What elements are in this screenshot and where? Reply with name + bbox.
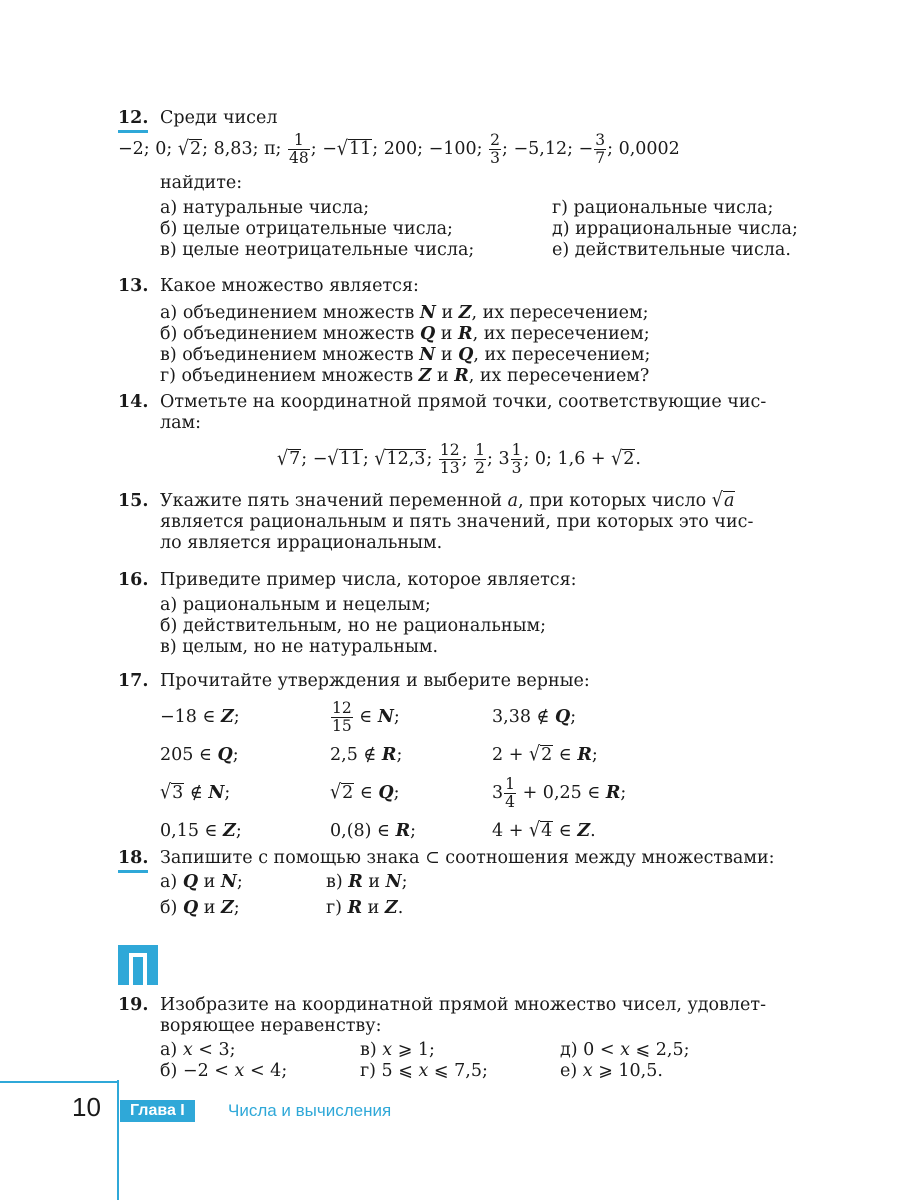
fraction: $\frac{12}{15}$ bbox=[332, 698, 352, 735]
fraction: $\frac{3}{7}$ bbox=[595, 131, 606, 167]
sqrt-expression: √a bbox=[711, 489, 735, 513]
answer-options bbox=[160, 198, 818, 261]
option-item: б) Q и Z; bbox=[160, 898, 240, 918]
fraction: $\frac{12}{13}$ bbox=[439, 441, 460, 477]
option-item: в) целым, но не натуральным. bbox=[160, 637, 439, 657]
problem-text: Укажите пять значений переменной a, при которых число √a bbox=[160, 489, 735, 513]
option-item: г) 5 ⩽ x ⩽ 7,5; bbox=[360, 1061, 488, 1081]
problem-text: воряющее неравенству: bbox=[160, 1016, 382, 1036]
problem-text: Отметьте на координатной прямой точки, соответствующие чис- bbox=[160, 392, 767, 412]
option-item: а) Q и N; bbox=[160, 872, 243, 892]
statement-row: −18 ∈ Z; $\frac{12}{15}$ ∈ N; 3,38 ∉ Q; bbox=[160, 698, 577, 735]
problem-number: 12. bbox=[118, 108, 148, 133]
section-marker-icon bbox=[118, 945, 158, 985]
page-number: 10 bbox=[72, 1092, 101, 1122]
sqrt-expression: √11 bbox=[336, 137, 372, 161]
option-item: а) x < 3; bbox=[160, 1040, 236, 1060]
problem-number: 19. bbox=[118, 995, 149, 1015]
chapter-title: Числа и вычисления bbox=[228, 1101, 392, 1120]
problem-12 bbox=[118, 108, 818, 261]
sqrt-expression: √3 bbox=[160, 780, 184, 804]
problem-intro: Среди чисел bbox=[160, 108, 278, 128]
problem-intro: Запишите с помощью знака ⊂ соотношения между множествами: bbox=[160, 848, 775, 868]
sqrt-expression: √7 bbox=[276, 447, 301, 471]
find-label: найдите: bbox=[160, 173, 243, 193]
sqrt-expression: √2 bbox=[177, 137, 202, 161]
option-item: а) объединением множеств N и Z, их пересечением; bbox=[160, 303, 649, 323]
number-list: −2; 0; √2; 8,83; π; $\frac{1}{48}$ ; −√11; 200; −100; $\frac{2}{3}$ ; −5,12; − $\frac{3}{7}$ ; 0,0002 bbox=[118, 131, 680, 167]
option-item: б) действительным, но не рациональным; bbox=[160, 616, 547, 636]
option-item: а) натуральные числа; bbox=[160, 198, 370, 218]
option-item: в) объединением множеств N и Q, их пересечением; bbox=[160, 345, 651, 365]
sqrt-expression: √4 bbox=[528, 818, 553, 842]
number-list: √7; −√11; √12,3; $\frac{12}{13}$ ; $\frac{1}{2}$ ; 3 $\frac{1}{3}$ ; 0; 1,6 + √2. bbox=[276, 441, 641, 477]
option-item: е) действительные числа. bbox=[552, 240, 791, 260]
problem-number: 15. bbox=[118, 491, 149, 511]
option-item: д) 0 < x ⩽ 2,5; bbox=[560, 1040, 690, 1060]
problem-19 bbox=[118, 995, 818, 1082]
footer-divider bbox=[0, 1081, 118, 1083]
sqrt-expression: √11 bbox=[327, 447, 362, 471]
fraction: $\frac{1}{4}$ bbox=[505, 774, 516, 811]
problem-15 bbox=[118, 491, 818, 554]
problem-text: является рациональным и пять значений, при которых это чис- bbox=[160, 512, 754, 532]
problem-17 bbox=[118, 671, 818, 850]
option-item: д) иррациональные числа; bbox=[552, 219, 798, 239]
problem-number: 18. bbox=[118, 848, 148, 873]
problem-number: 13. bbox=[118, 276, 149, 296]
problem-16 bbox=[118, 570, 818, 658]
option-item: а) рациональным и нецелым; bbox=[160, 595, 431, 615]
margin-divider bbox=[117, 1080, 119, 1200]
sqrt-expression: √2 bbox=[611, 447, 635, 471]
option-item: г) объединением множеств Z и R, их пересечением? bbox=[160, 366, 650, 386]
problem-18 bbox=[118, 848, 818, 924]
sqrt-expression: √2 bbox=[330, 780, 354, 804]
problem-number: 17. bbox=[118, 671, 149, 691]
option-item: г) R и Z. bbox=[326, 898, 404, 918]
problem-number: 16. bbox=[118, 570, 149, 590]
option-item: е) x ⩾ 10,5. bbox=[560, 1061, 663, 1081]
option-item: б) −2 < x < 4; bbox=[160, 1061, 288, 1081]
problem-intro: Приведите пример числа, которое является: bbox=[160, 570, 577, 590]
option-item: б) объединением множеств Q и R, их пересечением; bbox=[160, 324, 650, 344]
sqrt-expression: √12,3 bbox=[374, 447, 426, 471]
option-item: в) целые неотрицательные числа; bbox=[160, 240, 475, 260]
problem-text: лам: bbox=[160, 413, 202, 433]
fraction: $\frac{1}{2}$ bbox=[475, 441, 485, 477]
fraction: $\frac{1}{3}$ bbox=[511, 441, 522, 477]
chapter-badge: Глава I bbox=[120, 1100, 195, 1122]
option-item: б) целые отрицательные числа; bbox=[160, 219, 453, 239]
problem-text: ло является иррациональным. bbox=[160, 533, 443, 553]
fraction: $\frac{2}{3}$ bbox=[490, 131, 501, 167]
problem-number: 14. bbox=[118, 392, 149, 412]
problem-intro: Какое множество является: bbox=[160, 276, 419, 296]
problem-text: Изобразите на координатной прямой множество чисел, удовлет- bbox=[160, 995, 766, 1015]
problem-14 bbox=[118, 392, 818, 476]
statement-row: 205 ∈ Q; 2,5 ∉ R; 2 + √2 ∈ R; bbox=[160, 742, 598, 766]
option-item: в) R и N; bbox=[326, 872, 408, 892]
statement-row: 0,15 ∈ Z; 0,(8) ∈ R; 4 + √4 ∈ Z. bbox=[160, 818, 596, 842]
sqrt-expression: √2 bbox=[528, 742, 553, 766]
option-item: г) рациональные числа; bbox=[552, 198, 774, 218]
fraction: $\frac{1}{48}$ bbox=[289, 131, 309, 167]
option-item: в) x ⩾ 1; bbox=[360, 1040, 435, 1060]
problem-13 bbox=[118, 276, 818, 387]
problem-intro: Прочитайте утверждения и выберите верные: bbox=[160, 671, 590, 691]
statement-row: √3 ∉ N; √2 ∈ Q; 3 $\frac{1}{4}$ + 0,25 ∈ R; bbox=[160, 774, 627, 811]
